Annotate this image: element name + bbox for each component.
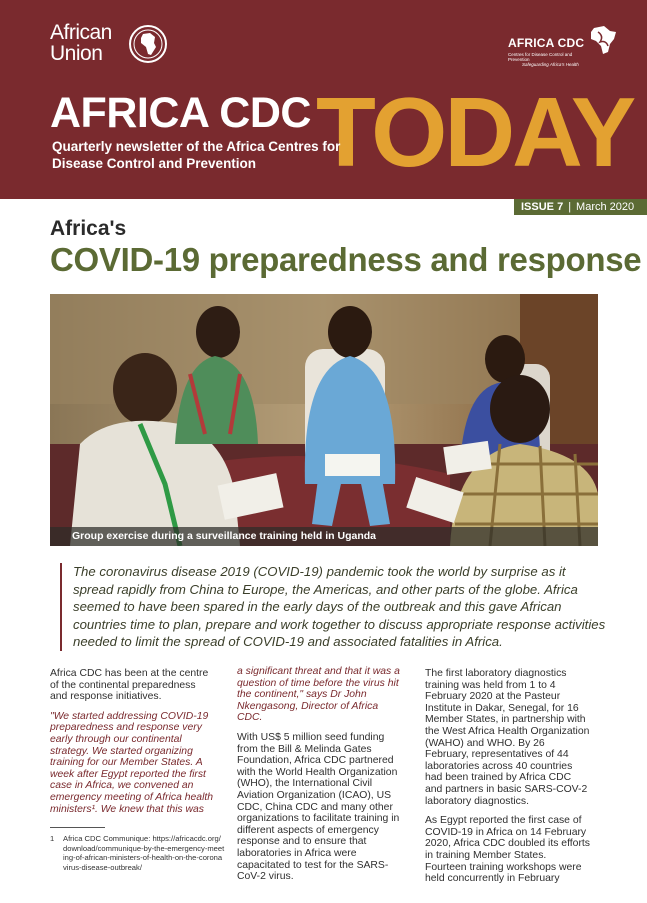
pull-quote: "We started addressing COVID-19 preparedness and response very early through our continental strategy. We started organizing training for our Member States. A week after Egypt reported the first case in Africa, we convened an emergency meeting of Africa health ministers¹. We knew that this was bbox=[50, 710, 214, 815]
newsletter-title: AFRICA CDC bbox=[50, 89, 311, 137]
african-union-logo-text: African Union bbox=[50, 21, 112, 65]
african-union-logo bbox=[50, 22, 130, 64]
training-group-photo-image bbox=[50, 294, 598, 546]
african-union-emblem-icon bbox=[128, 24, 168, 64]
article-column-2 bbox=[237, 666, 402, 891]
photo-caption: Group exercise during a surveillance training held in Uganda bbox=[50, 527, 598, 546]
issue-number: ISSUE 7 bbox=[521, 201, 564, 213]
article-kicker: Africa's bbox=[50, 217, 127, 240]
article-photo bbox=[50, 294, 598, 546]
header-banner bbox=[0, 0, 647, 199]
newsletter-title-accent: TODAY bbox=[316, 77, 634, 187]
footnote bbox=[50, 834, 225, 872]
issue-separator: | bbox=[568, 201, 572, 213]
article-column-3 bbox=[425, 668, 590, 893]
article-headline: COVID-19 preparedness and response bbox=[50, 241, 642, 278]
issue-date: March 2020 bbox=[576, 201, 635, 213]
paragraph: The first laboratory diagnostics training was held from 1 to 4 February 2020 at the Pasteur Institute in Dakar, Senegal, for 16 Member States, in partnership with the West Africa Health Organization (WAHO) and WHO. By 26 February, representatives of 44 laboratories across 40 countries had been trained by Africa CDC and partners in basic SARS-COV-2 laboratory diagnostics. bbox=[425, 668, 590, 807]
newsletter-subtitle: Quarterly newsletter of the Africa Centres for Disease Control and Prevention bbox=[52, 139, 341, 171]
paragraph: With US$ 5 million seed funding from the Bill & Melinda Gates Foundation, Africa CDC partnered with the World Health Organization (WHO), the International Civil Aviation Organization (ICAO), US CDC, China CDC and many other organizations to facilitate training in different aspects of emergency response and to ensure that laboratories in Africa were capacitated to test for the SARS-CoV-2 virus. bbox=[237, 731, 400, 883]
article-column-1 bbox=[50, 668, 215, 823]
africa-map-icon bbox=[586, 22, 622, 58]
paragraph: Africa CDC has been at the centre of the continental preparedness and response initiatives. bbox=[50, 668, 209, 703]
pull-quote-continued: a significant threat and that it was a question of time before the virus hit the continent," says Dr John Nkengasong, Director of Africa CDC. bbox=[237, 666, 400, 724]
footnote-text: Africa CDC Communique: https://africacdc.org/download/communique-by-the-emergency-meeting-of-african-ministers-of-health-on-the-coronavirus-disease-outbreak/ bbox=[63, 834, 225, 872]
article-lead: The coronavirus disease 2019 (COVID-19) pandemic took the world by surprise as it spread rapidly from China to Europe, the Americas, and other parts of the globe. Africa seemed to have been spared in the early days of the outbreak and this gave African countries time to plan, prepare and work together to discuss appropriate response activities needed to limit the spread of COVID-19 and associated fatalities in Africa. bbox=[60, 563, 608, 651]
paragraph: As Egypt reported the first case of COVID-19 in Africa on 14 February 2020, Africa CDC doubled its efforts in training Member States. Fourteen training workshops were held concurrently in February bbox=[425, 815, 590, 885]
issue-badge bbox=[514, 199, 647, 215]
footnote-divider bbox=[50, 827, 105, 828]
africa-cdc-logo: AFRICA CDC Centres for Disease Control and Prevention Safeguarding Africa's Health bbox=[508, 22, 623, 67]
footnote-number: 1 bbox=[50, 834, 55, 843]
